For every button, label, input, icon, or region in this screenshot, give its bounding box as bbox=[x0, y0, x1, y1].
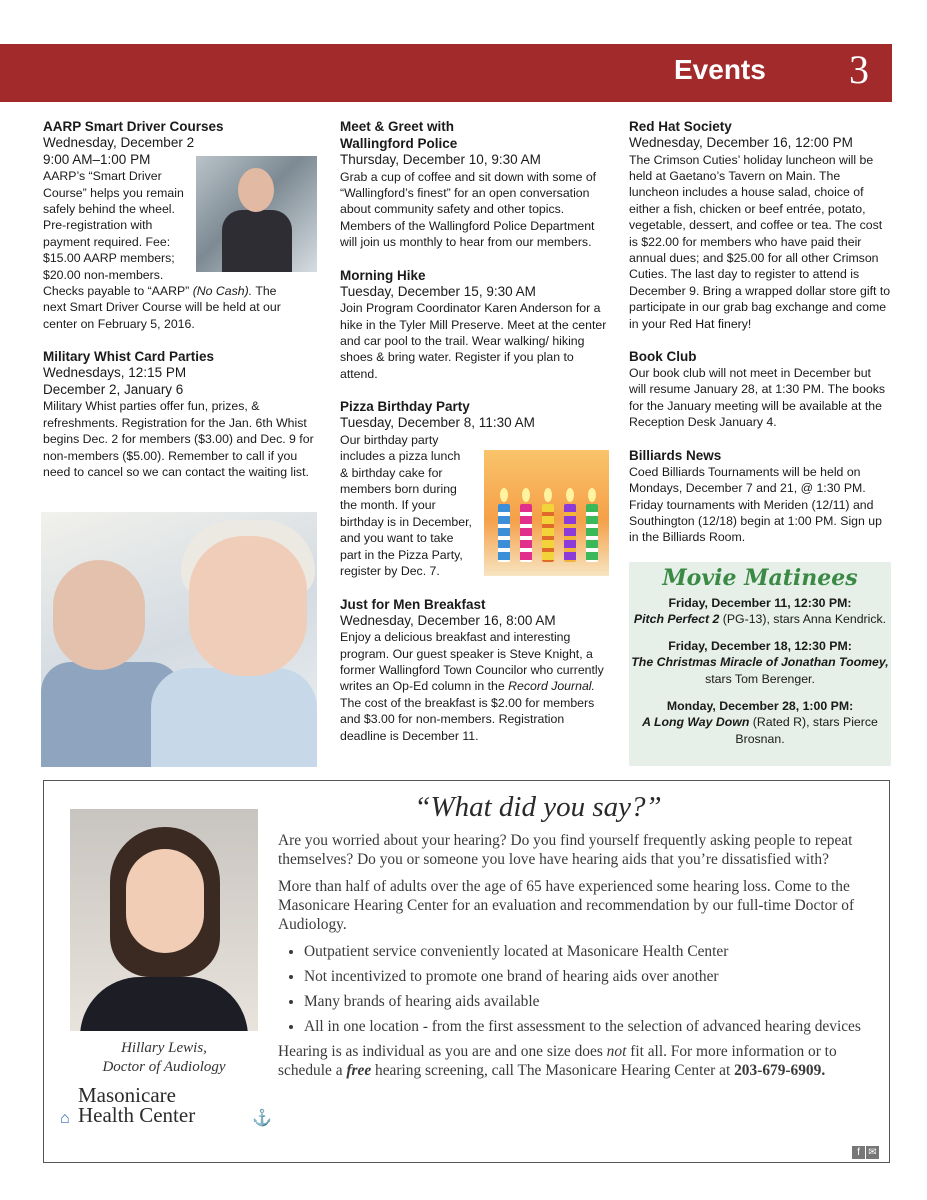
list-item: • Not incentivized to promote one brand of hearing aids over another bbox=[304, 967, 868, 986]
hearing-center-ad bbox=[43, 780, 890, 1163]
pizza-line: & birthday cake for bbox=[340, 465, 443, 480]
pizza-line: the month. If your bbox=[340, 498, 436, 513]
pizza-line: Our birthday party bbox=[340, 432, 439, 447]
house-icon: ⌂ bbox=[60, 1110, 70, 1127]
aarp-line: Course” helps you remain bbox=[43, 185, 184, 200]
pizza-line: birthday is in December, bbox=[340, 514, 472, 529]
page-number: 3 bbox=[849, 47, 869, 92]
masonicare-logo: Masonicare Health Center ⌂ ⚓ bbox=[60, 1083, 272, 1127]
pizza-line: and you want to take bbox=[340, 531, 454, 546]
pizza-line: includes a pizza lunch bbox=[340, 449, 461, 464]
doctor-photo bbox=[70, 809, 258, 1031]
police-title: Wallingford Police bbox=[340, 136, 458, 151]
facebook-icon[interactable]: f bbox=[852, 1146, 865, 1159]
pizza-when: Tuesday, December 8, 11:30 AM bbox=[340, 415, 535, 431]
book-club-title: Book Club bbox=[629, 349, 697, 365]
ad-paragraph: Are you worried about your hearing? Do you find yourself frequently asking people to repeat themselves? Do you or someone you love have hearing aids that you’re dissatisfied with? bbox=[278, 832, 853, 868]
redhat-when: Wednesday, December 16, 12:00 PM bbox=[629, 135, 853, 150]
list-item: • Outpatient service conveniently located at Masonicare Health Center bbox=[304, 942, 868, 961]
police-body: Grab a cup of coffee and sit down with some of “Wallingford’s finest” for an open conversation about community safety and other topics. Members of the Wallingford Police Department will join us monthly to hear from our members. bbox=[340, 169, 597, 250]
movie-listing: Monday, December 28, 1:00 PM: A Long Way Down (Rated R), stars Pierce Brosnan. bbox=[642, 698, 878, 746]
hike-when: Tuesday, December 15, 9:30 AM bbox=[340, 283, 536, 299]
movie-listing: Friday, December 18, 12:30 PM: The Christmas Miracle of Jonathan Toomey, stars Tom Berenger. bbox=[631, 638, 889, 686]
men-breakfast-title: Just for Men Breakfast bbox=[340, 596, 486, 612]
section-title: Events bbox=[674, 54, 766, 85]
ad-body bbox=[278, 831, 868, 1088]
list-item: • Many brands of hearing aids available bbox=[304, 992, 868, 1011]
compass-icon: ⚓ bbox=[252, 1110, 272, 1127]
column-middle bbox=[340, 118, 612, 744]
billiards-title: Billiards News bbox=[629, 447, 722, 463]
hike-title: Morning Hike bbox=[340, 267, 426, 283]
aarp-time: 9:00 AM–1:00 PM bbox=[43, 151, 151, 167]
aarp-line: center on February 5, 2016. bbox=[43, 316, 195, 331]
whist-when: Wednesdays, 12:15 PM bbox=[43, 365, 187, 381]
social-icons[interactable] bbox=[851, 1142, 881, 1156]
aarp-line: $20.00 non-members. bbox=[43, 267, 164, 282]
aarp-line: payment required. Fee: bbox=[43, 234, 171, 249]
aarp-date: Wednesday, December 2 bbox=[43, 135, 195, 150]
ad-closing: Hearing is as individual as you are and one size does not fit all. For more information or to schedule a free hearing screening, call The Masonicare Hearing Center at 203-679-6909. bbox=[278, 1043, 837, 1079]
whist-body: Military Whist parties offer fun, prizes, & refreshments. Registration for the Jan. 6th Whist begins Dec. 2 for members ($3.00) and Dec. 9 for non-members ($5.00). Remember to call if you need to cancel so we can contact the waiting list. bbox=[43, 399, 314, 480]
movie-matinees-box bbox=[629, 562, 891, 766]
whist-title: Military Whist Card Parties bbox=[43, 349, 215, 365]
birthday-cake-photo bbox=[484, 450, 609, 576]
share-icon[interactable]: ✉ bbox=[866, 1146, 879, 1159]
men-breakfast-when: Wednesday, December 16, 8:00 AM bbox=[340, 612, 556, 628]
movie-matinees-title: Movie Matinees bbox=[662, 565, 858, 591]
aarp-title: AARP Smart Driver Courses bbox=[43, 119, 224, 134]
aarp-line: safely behind the wheel. bbox=[43, 202, 175, 216]
redhat-body: The Crimson Cuties’ holiday luncheon will be held at Gaetano’s Tavern on Main. The luncheon includes a house salad, choice of either a fish, chicken or beef entrée, potato, vegetable, dessert, and coffee or tea. The cost is $22.00 for members who have paid their annual dues; and $25.00 for all other Crimson Cuties. The last day to register to attend is December 9. Bring a wrapped dollar store gift to participate in our grab bag exchange and come in your Red Hat finery! bbox=[629, 152, 891, 331]
phone-number: 203-679-6909. bbox=[734, 1062, 826, 1079]
movie-listing: Friday, December 11, 12:30 PM: Pitch Perfect 2 (PG-13), stars Anna Kendrick. bbox=[633, 595, 887, 627]
police-title: Meet & Greet with bbox=[340, 119, 455, 134]
card-players-photo bbox=[41, 512, 317, 767]
ad-bullet-list bbox=[278, 942, 868, 1036]
aarp-line: next Smart Driver Course will be held at our bbox=[43, 300, 281, 315]
pizza-line: part in the Pizza Party, bbox=[340, 547, 463, 562]
doctor-caption: Hillary Lewis, Doctor of Audiology bbox=[102, 1040, 226, 1075]
ad-paragraph: More than half of adults over the age of 65 have experienced some hearing loss. Come to the Masonicare Hearing Center for an evaluation and recommendation by our full-time Doctor of Audiology. bbox=[278, 878, 855, 933]
pizza-line: members born during bbox=[340, 482, 457, 497]
aarp-line: $15.00 AARP members; bbox=[43, 251, 175, 266]
section-banner bbox=[0, 44, 892, 102]
aarp-line: Checks payable to “AARP” (No Cash). The bbox=[43, 284, 277, 299]
pizza-line: register by Dec. 7. bbox=[340, 564, 440, 579]
hike-body: Join Program Coordinator Karen Anderson for a hike in the Tyler Mill Preserve. Meet at the center and car pool to the trail. Wear walking/ hiking shoes & bring water. Register if you plan to attend. bbox=[340, 301, 607, 381]
redhat-title: Red Hat Society bbox=[629, 119, 732, 134]
aarp-line: Pre-registration with bbox=[43, 218, 153, 233]
column-right bbox=[629, 118, 891, 546]
police-when: Thursday, December 10, 9:30 AM bbox=[340, 152, 541, 167]
book-club-body: Our book club will not meet in December but will resume January 28, at 1:30 PM. The books for the January meeting will be available at the Reception Desk January 4. bbox=[629, 366, 886, 430]
aarp-line: AARP’s “Smart Driver bbox=[43, 169, 162, 184]
men-breakfast-body: Enjoy a delicious breakfast and interesting program. Our guest speaker is Steve Knight, a former Wallingford Town Councilor who currently writes an Op-Ed column in the Record Journal. The cost of the breakfast is $2.00 for members and $3.00 for non-members. Registration deadline is December 11. bbox=[340, 630, 604, 743]
ad-headline: “What did you say?” bbox=[414, 791, 662, 823]
whist-dates: December 2, January 6 bbox=[43, 381, 184, 397]
driver-photo bbox=[196, 156, 317, 272]
list-item: • All in one location - from the first assessment to the selection of advanced hearing devices bbox=[304, 1017, 868, 1036]
billiards-body: Coed Billiards Tournaments will be held on Mondays, December 7 and 21, @ 1:30 PM. Friday tournaments with Meriden (12/11) and Southington (12/18) begin at 1:00 PM. Sign up in the Billiards Room. bbox=[629, 464, 882, 545]
pizza-title: Pizza Birthday Party bbox=[340, 399, 470, 415]
